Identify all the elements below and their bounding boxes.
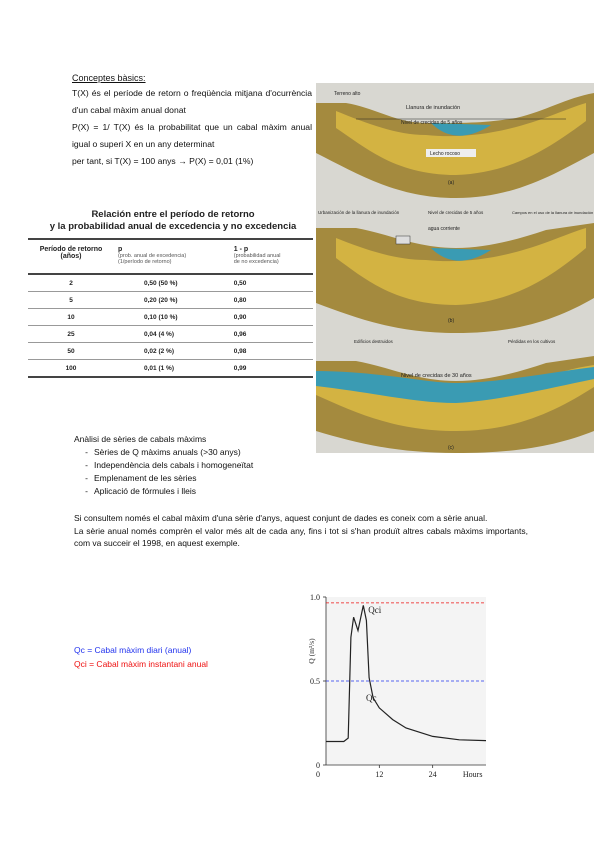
label-a: (a) xyxy=(448,180,455,186)
label-c-edificios: Edificios destruidos xyxy=(354,339,393,344)
col-header-p: p (prob. anual de excedencia) (1/período de retorno) xyxy=(114,239,230,274)
floodplain-figure xyxy=(316,83,594,453)
list-item: - Aplicació de fórmules i lleis xyxy=(74,485,374,498)
label-b-campos: Campos en el uso de la llanura de inundación xyxy=(512,210,594,215)
y-tick-label: 0.5 xyxy=(310,677,320,686)
legend-qc: Qc = Cabal màxim diari (anual) xyxy=(74,645,192,655)
label-a-lecho: Lecho rocoso xyxy=(430,151,461,157)
analisi-list xyxy=(74,446,374,498)
table-row: 50 0,02 (2 %) 0,98 xyxy=(28,343,313,360)
qci-label: Qci xyxy=(368,604,382,615)
list-item: - Emplenament de les sèries xyxy=(74,472,374,485)
intro-line-3: per tant, si T(X) = 100 anys → P(X) = 0,01 (1%) xyxy=(72,156,254,166)
legend xyxy=(74,643,208,671)
label-b-urbanizacion: Urbanización de la llanura de inundación xyxy=(318,210,400,215)
intro-line-1: T(X) és el període de retorn o freqüència mitjana d'ocurrència d'un cabal màxim anual donat xyxy=(72,88,312,115)
col-header-1-p: 1 - p (probabilidad anual de no excedencia) xyxy=(230,239,313,274)
table-title-line-2: y la probabilidad anual de excedencia y no excedencia xyxy=(49,221,297,232)
y-tick-label: 0 xyxy=(316,761,320,770)
label-c-nivel: Nivel de crecidas de 30 años xyxy=(401,373,472,379)
y-tick-label: 1.0 xyxy=(310,593,320,602)
list-item: - Sèries de Q màxims anuals (>30 anys) xyxy=(74,446,374,459)
return-period-table xyxy=(28,238,313,378)
label-c: (c) xyxy=(448,445,454,451)
intro-section xyxy=(72,71,312,170)
table-row: 10 0,10 (10 %) 0,90 xyxy=(28,309,313,326)
table-row: 25 0,04 (4 %) 0,96 xyxy=(28,326,313,343)
label-c-perdidas: Pérdidas en los cultivos xyxy=(508,339,556,344)
qc-label: Qc xyxy=(366,693,377,703)
paragraph-1: Si consultem només el cabal màxim d'una sèrie d'anys, aquest conjunt de dades es coneix com a sèrie anual. xyxy=(74,513,488,523)
y-axis-label: Q (m³/s) xyxy=(307,638,316,664)
analisi-heading: Anàlisi de sèries de cabals màxims xyxy=(74,434,207,444)
x-tick-label: 12 xyxy=(375,770,384,779)
label-b-agua: agua corriente xyxy=(428,226,460,232)
x-tick-label: 24 xyxy=(428,770,437,779)
x-axis-label: Hours xyxy=(462,770,483,779)
analisi-section xyxy=(74,432,374,498)
table-row: 100 0,01 (1 %) 0,99 xyxy=(28,360,313,378)
diagram-a xyxy=(316,91,594,198)
x-origin-label: 0 xyxy=(316,770,320,779)
label-b: (b) xyxy=(448,318,455,324)
label-a-terrain: Terreno alto xyxy=(334,91,361,97)
label-a-nivel: Nivel de crecidas de 5 años xyxy=(401,120,463,126)
hydrograph-chart xyxy=(296,585,496,785)
table-row: 2 0,50 (50 %) 0,50 xyxy=(28,274,313,292)
table-row: 5 0,20 (20 %) 0,80 xyxy=(28,292,313,309)
label-b-nivel: Nivel de crecidas de 5 años xyxy=(428,210,484,215)
col-header-period: Período de retorno (años) xyxy=(28,239,114,274)
table-title-line-1: Relación entre el período de retorno xyxy=(91,209,255,220)
label-a-llanura: Llanura de inundación xyxy=(406,105,461,111)
legend-qci: Qci = Cabal màxim instantani anual xyxy=(74,659,208,669)
annual-series-paragraph xyxy=(74,512,528,550)
intro-heading: Conceptes bàsics: xyxy=(72,73,146,83)
intro-line-2: P(X) = 1/ T(X) és la probabilitat que un cabal màxim anual igual o superi X en un any determinat xyxy=(72,122,312,149)
hydrograph-svg xyxy=(296,585,496,785)
floodplain-illustration xyxy=(316,83,594,453)
paragraph-2: La sèrie anual només comprèn el valor més alt de cada any, fins i tot si s'han produït altres cabals màxims importants, com va succeir el 1998, en aquest exemple. xyxy=(74,525,528,548)
list-item: - Independència dels cabals i homogeneïtat xyxy=(74,459,374,472)
table-title xyxy=(28,209,318,233)
diagram-b xyxy=(316,210,594,333)
